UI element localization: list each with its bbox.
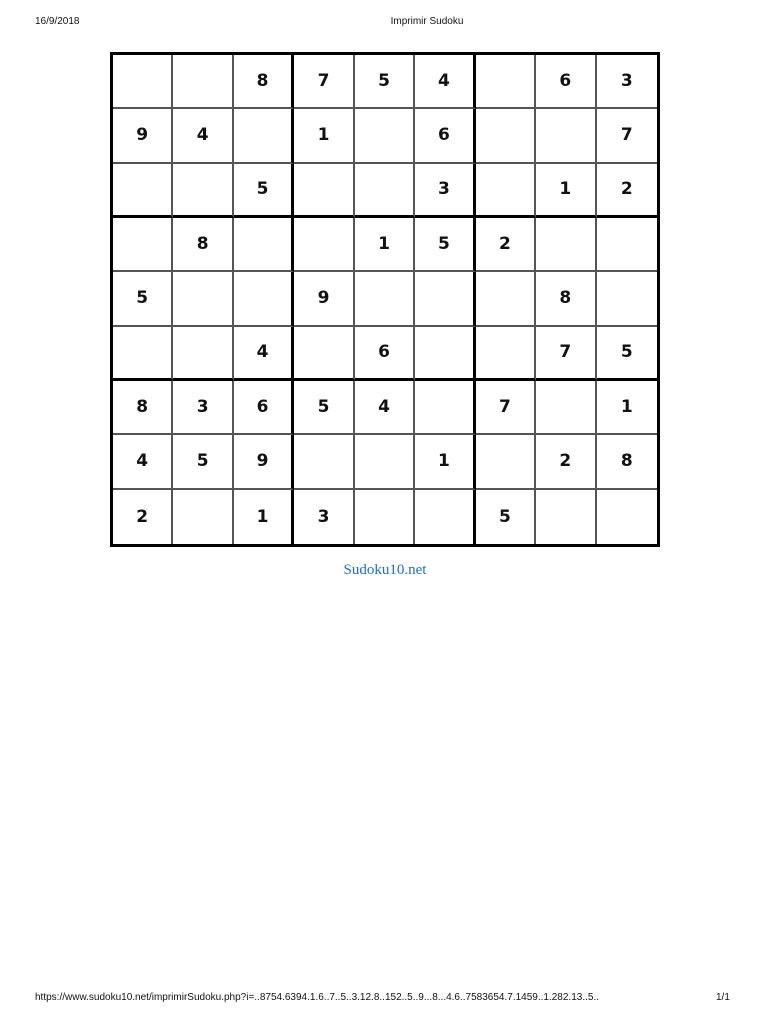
sudoku-cell[interactable] [355, 435, 415, 489]
page-number: 1/1 [716, 992, 730, 1003]
sudoku-cell[interactable] [597, 272, 657, 326]
sudoku-cell[interactable] [234, 272, 294, 326]
sudoku-cell[interactable]: 5 [234, 164, 294, 218]
sudoku-cell[interactable] [234, 218, 294, 272]
sudoku-cell[interactable]: 8 [173, 218, 233, 272]
sudoku-cell[interactable] [294, 218, 354, 272]
sudoku-cell[interactable] [173, 55, 233, 109]
sudoku-cell[interactable] [597, 490, 657, 544]
sudoku-cell[interactable]: 9 [294, 272, 354, 326]
sudoku-cell[interactable]: 9 [234, 435, 294, 489]
sudoku-cell[interactable]: 7 [294, 55, 354, 109]
sudoku-cell[interactable] [355, 272, 415, 326]
sudoku-cell[interactable]: 3 [597, 55, 657, 109]
sudoku-cell[interactable] [476, 164, 536, 218]
sudoku-cell[interactable] [294, 327, 354, 381]
sudoku-cell[interactable]: 6 [234, 381, 294, 435]
sudoku-cell[interactable] [476, 327, 536, 381]
sudoku-cell[interactable]: 5 [476, 490, 536, 544]
sudoku-cell[interactable] [536, 218, 596, 272]
site-link[interactable]: Sudoku10.net [343, 562, 427, 578]
sudoku-cell[interactable]: 6 [536, 55, 596, 109]
sudoku-cell[interactable]: 4 [113, 435, 173, 489]
sudoku-cell[interactable] [113, 164, 173, 218]
sudoku-cell[interactable] [173, 272, 233, 326]
sudoku-cell[interactable] [415, 327, 475, 381]
print-date: 16/9/2018 [35, 16, 80, 27]
sudoku-cell[interactable] [476, 272, 536, 326]
sudoku-cell[interactable]: 5 [294, 381, 354, 435]
sudoku-cell[interactable] [476, 55, 536, 109]
sudoku-cell[interactable] [355, 109, 415, 163]
sudoku-cell[interactable]: 6 [415, 109, 475, 163]
sudoku-cell[interactable]: 6 [355, 327, 415, 381]
sudoku-cell[interactable] [536, 490, 596, 544]
sudoku-cell[interactable] [415, 490, 475, 544]
sudoku-cell[interactable]: 1 [415, 435, 475, 489]
page-title: Imprimir Sudoku [390, 16, 464, 27]
sudoku-cell[interactable]: 1 [597, 381, 657, 435]
sudoku-cell[interactable] [597, 218, 657, 272]
print-url: https://www.sudoku10.net/imprimirSudoku.php?i=..8754.6394.1.6..7..5..3.12.8..152..5..9...8...4.6..7583654.7.1459..1.282.13..5.. [35, 992, 600, 1003]
sudoku-cell[interactable]: 3 [415, 164, 475, 218]
sudoku-cell[interactable] [355, 490, 415, 544]
sudoku-cell[interactable]: 5 [415, 218, 475, 272]
sudoku-cell[interactable]: 1 [294, 109, 354, 163]
sudoku-cell[interactable]: 4 [173, 109, 233, 163]
sudoku-cell[interactable] [113, 327, 173, 381]
sudoku-cell[interactable]: 8 [597, 435, 657, 489]
sudoku-grid [110, 52, 660, 547]
sudoku-cell[interactable]: 8 [536, 272, 596, 326]
sudoku-cell[interactable] [355, 164, 415, 218]
sudoku-cell[interactable] [476, 435, 536, 489]
sudoku-cell[interactable]: 8 [113, 381, 173, 435]
sudoku-cell[interactable] [173, 164, 233, 218]
sudoku-cell[interactable] [113, 55, 173, 109]
sudoku-cell[interactable]: 2 [113, 490, 173, 544]
sudoku-cell[interactable]: 9 [113, 109, 173, 163]
sudoku-cell[interactable]: 5 [113, 272, 173, 326]
sudoku-cell[interactable]: 3 [294, 490, 354, 544]
sudoku-cell[interactable]: 4 [415, 55, 475, 109]
sudoku-cell[interactable]: 7 [536, 327, 596, 381]
sudoku-cell[interactable] [415, 272, 475, 326]
sudoku-cell[interactable] [173, 490, 233, 544]
sudoku-cell[interactable]: 5 [173, 435, 233, 489]
sudoku-cell[interactable] [234, 109, 294, 163]
sudoku-cell[interactable]: 1 [536, 164, 596, 218]
sudoku-cell[interactable] [294, 164, 354, 218]
sudoku-cell[interactable]: 2 [597, 164, 657, 218]
sudoku-cell[interactable] [536, 381, 596, 435]
sudoku-cell[interactable]: 1 [234, 490, 294, 544]
sudoku-cell[interactable] [476, 109, 536, 163]
sudoku-cell[interactable] [536, 109, 596, 163]
sudoku-cell[interactable] [173, 327, 233, 381]
sudoku-cell[interactable]: 1 [355, 218, 415, 272]
sudoku-cell[interactable] [113, 218, 173, 272]
sudoku-cell[interactable]: 8 [234, 55, 294, 109]
sudoku-cell[interactable]: 5 [597, 327, 657, 381]
sudoku-cell[interactable]: 4 [355, 381, 415, 435]
sudoku-cell[interactable]: 4 [234, 327, 294, 381]
sudoku-cell[interactable] [294, 435, 354, 489]
sudoku-cell[interactable]: 2 [536, 435, 596, 489]
sudoku-cell[interactable]: 3 [173, 381, 233, 435]
sudoku-cell[interactable]: 5 [355, 55, 415, 109]
sudoku-cell[interactable]: 2 [476, 218, 536, 272]
sudoku-cell[interactable]: 7 [476, 381, 536, 435]
sudoku-cell[interactable] [415, 381, 475, 435]
sudoku-cell[interactable]: 7 [597, 109, 657, 163]
